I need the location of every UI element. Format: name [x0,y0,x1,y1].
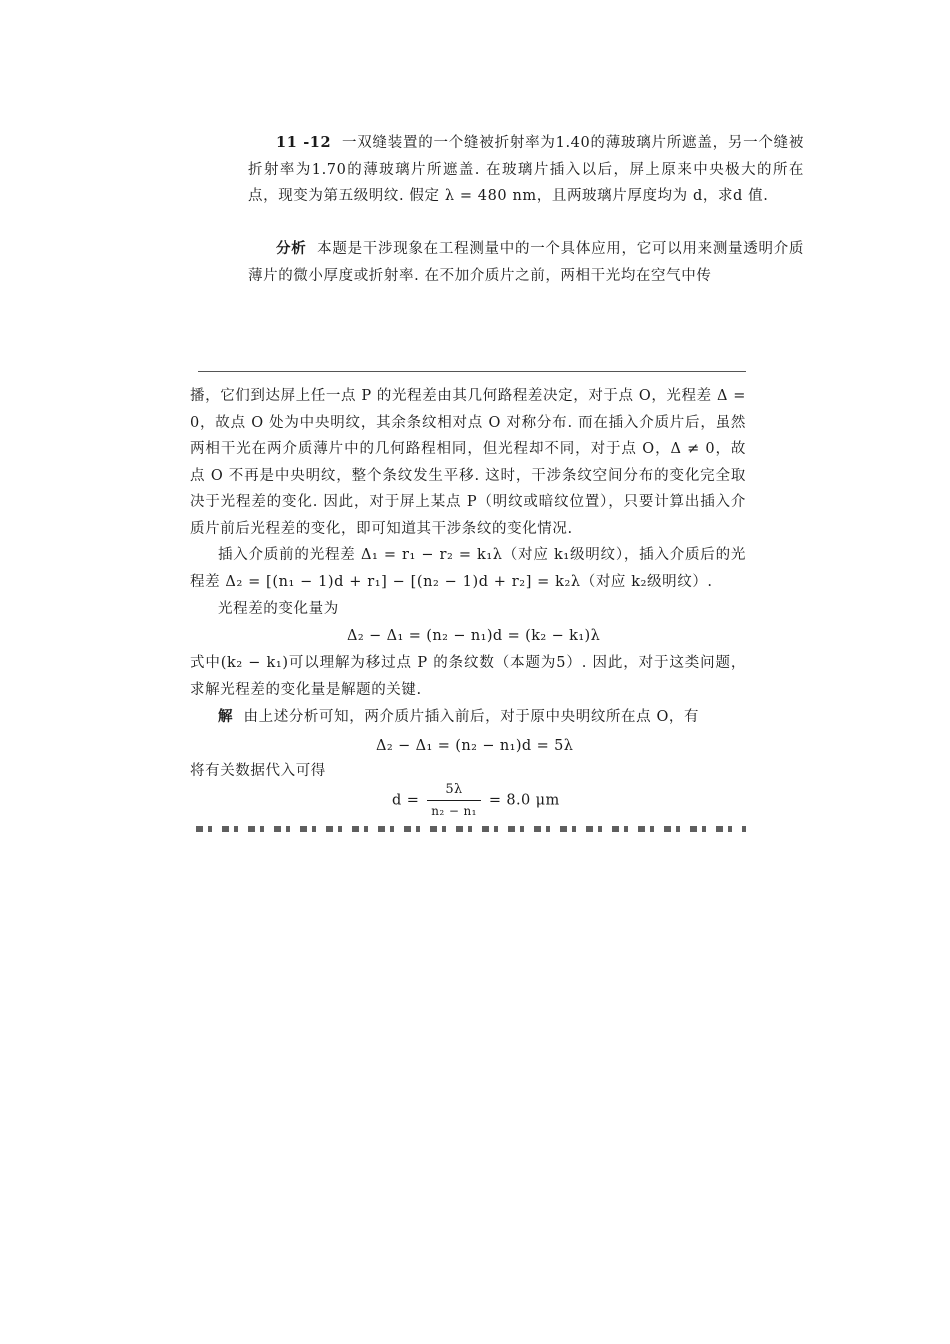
equation-3 [392,780,560,821]
solution-label: 解 [218,708,234,725]
equation-1: Δ₂ − Δ₁ = (n₂ − n₁)d = (k₂ − k₁)λ [347,628,601,644]
problem-text: 一双缝装置的一个缝被折射率为1.40的薄玻璃片所遮盖，另一个缝被折射率为1.70的薄玻璃片所遮盖. 在玻璃片插入以后，屏上原来中央极大的所在点，现变为第五级明纹. 假定 λ = 480 nm，且两玻璃片厚度均为 d，求d 值. [248,135,804,204]
problem-paragraph [248,130,804,210]
solution-paragraph-2: 将有关数据代入可得 [190,763,326,779]
analysis-paragraph-continued: 播，它们到达屏上任一点 P 的光程差由其几何路程差决定，对于点 O，光程差 Δ = 0，故点 O 处为中央明纹，其余条纹相对点 O 对称分布. 而在插入介质片后，虽然两相干光在两介质薄片中的几何路程相同，但光程却不同，对于点 O，Δ ≠ 0，故点 O 不再是中央明纹，整个条纹发生平移. 这时，干涉条纹空间分布的变化完全取决于光程差的变化. 因此，对于屏上某点 P（明纹或暗纹位置），只要计算出插入介质片前后光程差的变化，即可知道其干涉条纹的变化情况. [190,388,746,537]
analysis-text-top: 本题是干涉现象在工程测量中的一个具体应用，它可以用来测量透明介质薄片的微小厚度或折射率. 在不加介质片之前，两相干光均在空气中传 [248,241,805,284]
truncated-text-line [196,826,746,832]
analysis-paragraph-3: 光程差的变化量为 [218,601,339,617]
eq3-fraction [427,780,481,821]
eq3-numerator: 5λ [427,780,481,801]
problem-number: 11 -12 [276,134,332,151]
page-break-rule [198,371,746,372]
analysis-paragraph-top [248,236,804,289]
eq3-denominator: n₂ − n₁ [431,804,477,818]
analysis-label: 分析 [276,240,307,257]
eq3-lhs: d = [392,792,420,809]
eq3-rhs: = 8.0 μm [488,792,560,809]
solution-text: 由上述分析可知，两介质片插入前后，对于原中央明纹所在点 O，有 [243,709,700,725]
solution-paragraph [190,704,746,731]
equation-2: Δ₂ − Δ₁ = (n₂ − n₁)d = 5λ [376,738,574,754]
analysis-paragraph-4: 式中(k₂ − k₁)可以理解为移过点 P 的条纹数（本题为5）. 因此，对于这类问题，求解光程差的变化量是解题的关键. [190,655,746,698]
analysis-paragraph-2: 插入介质前的光程差 Δ₁ = r₁ − r₂ = k₁λ（对应 k₁级明纹），插入介质后的光程差 Δ₂ = [(n₁ − 1)d + r₁] − [(n₂ − 1)d + r₂] = k₂λ（对应 k₂级明纹）. [190,547,746,590]
